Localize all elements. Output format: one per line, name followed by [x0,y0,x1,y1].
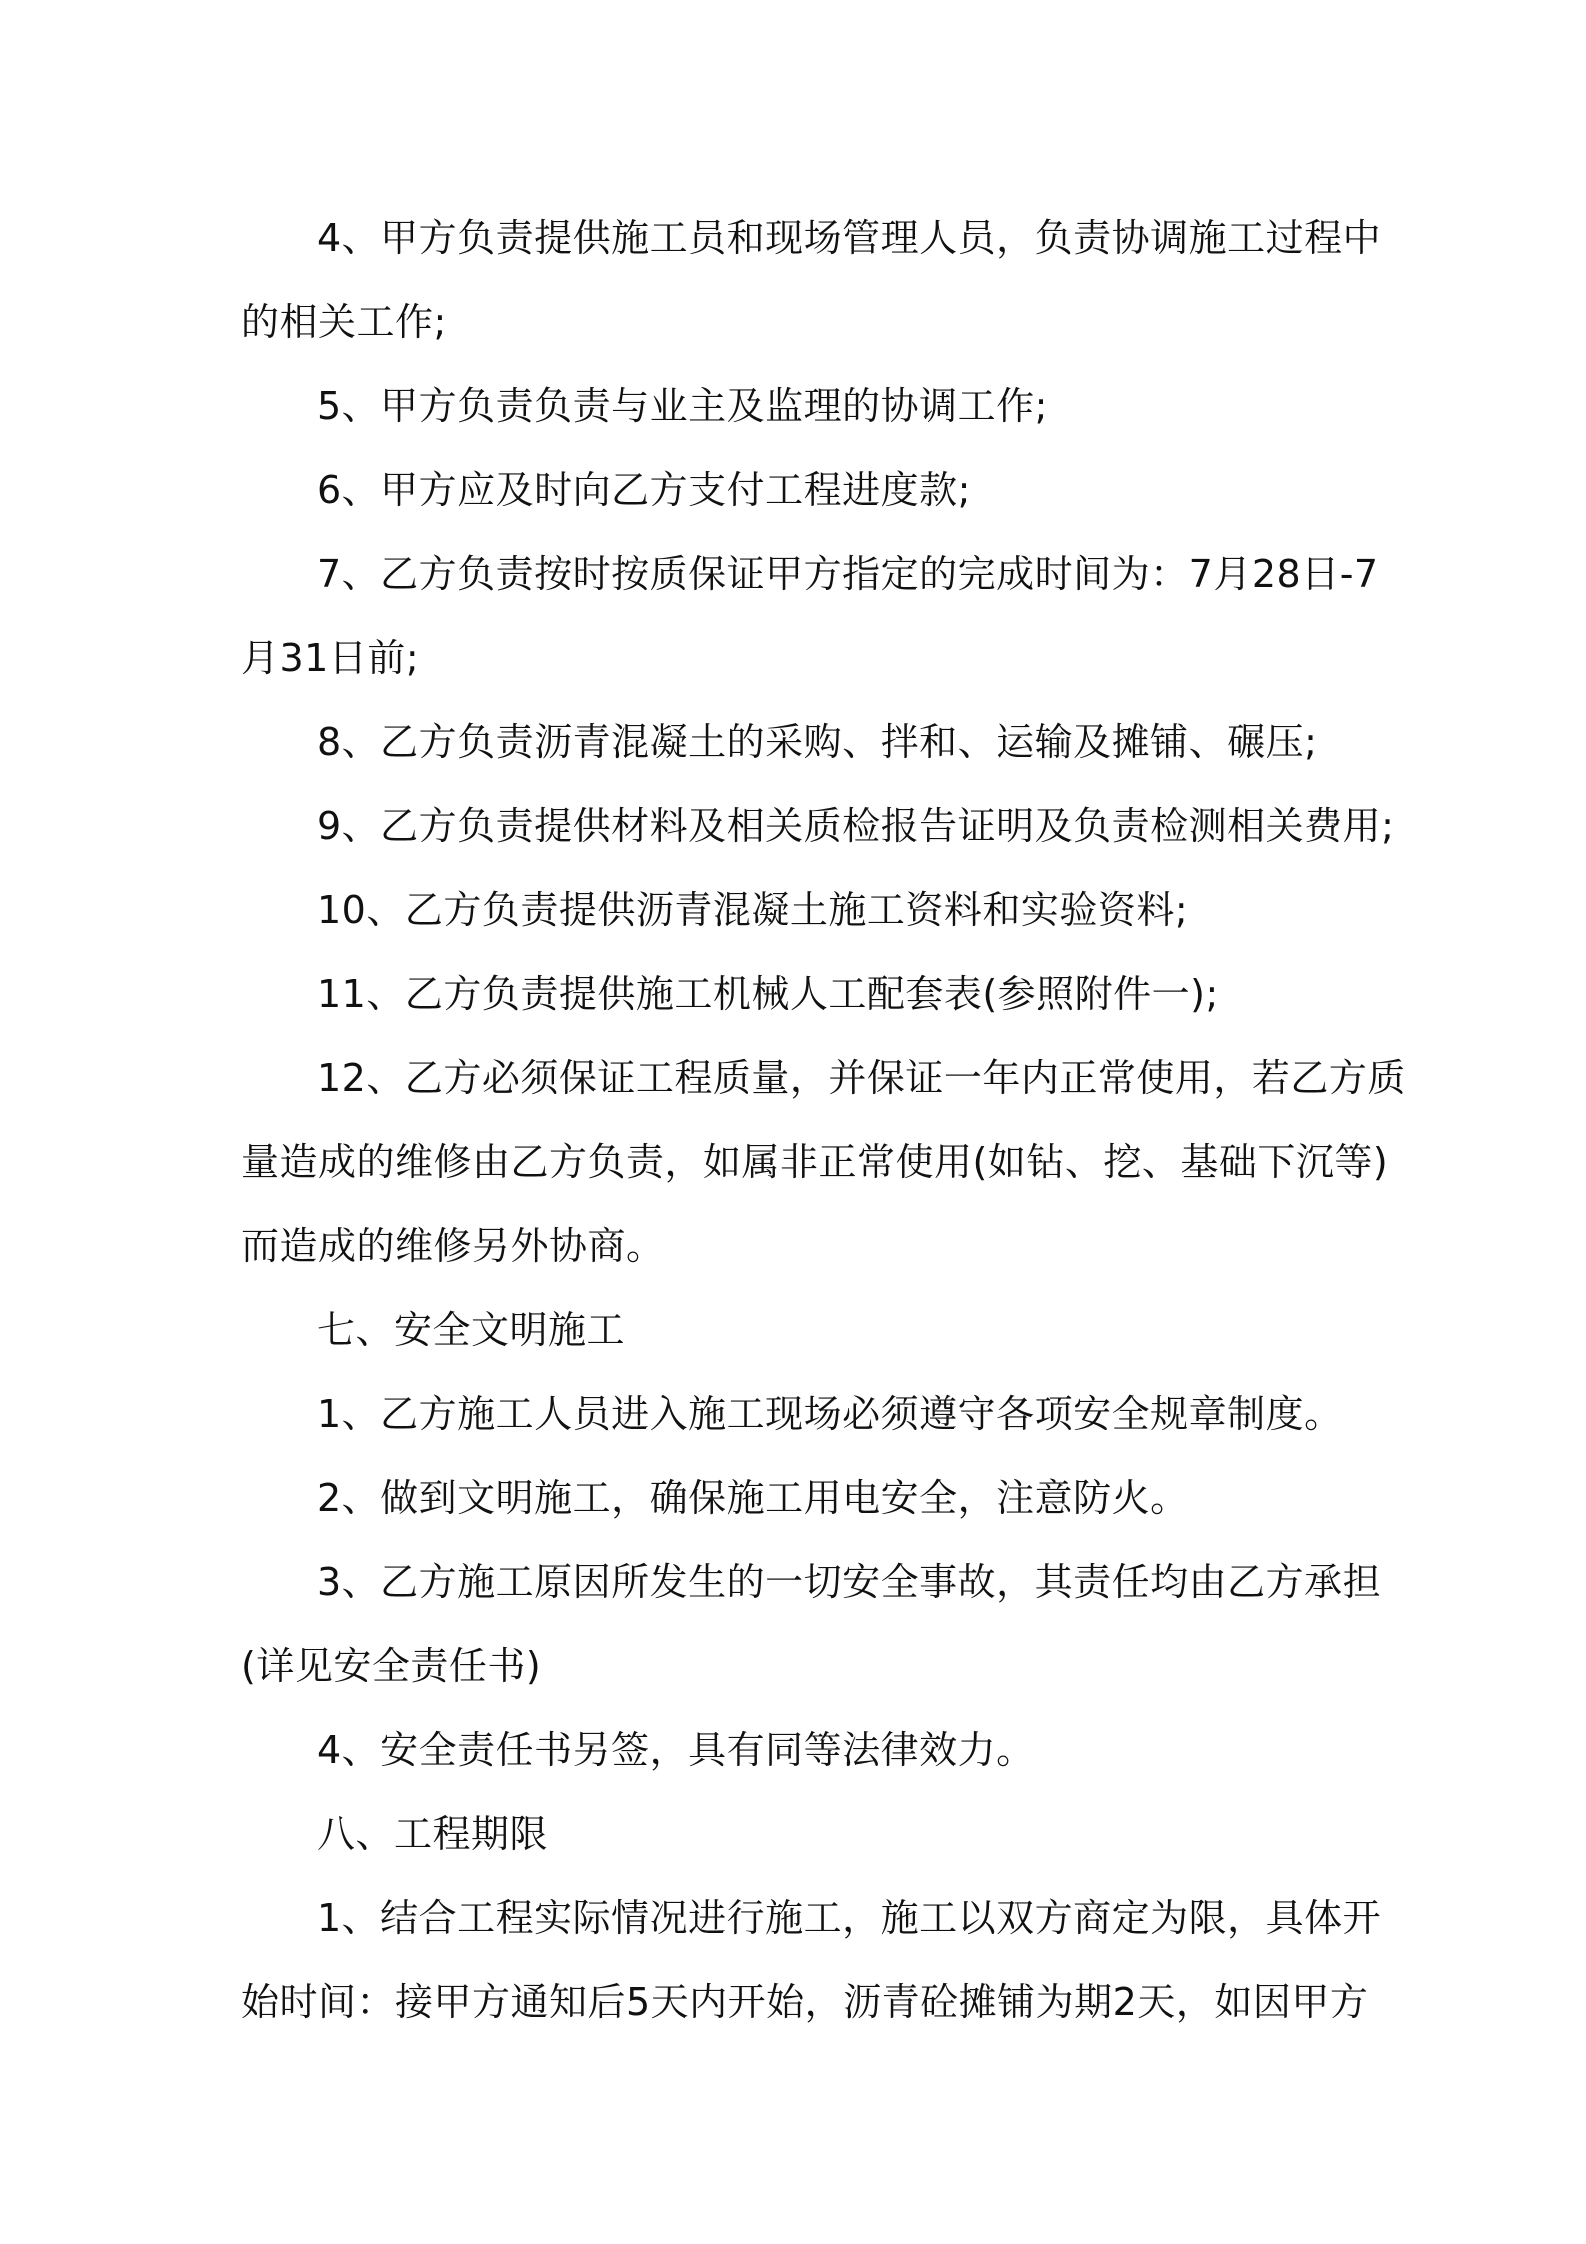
text-line: 3、乙方施工原因所发生的一切安全事故，其责任均由乙方承担 [317,1560,1382,1604]
document-body [241,196,1406,2044]
text-line: 4、安全责任书另签，具有同等法律效力。 [317,1728,1035,1772]
text-line: 1、乙方施工人员进入施工现场必须遵守各项安全规章制度。 [317,1392,1343,1436]
text-line: 7、乙方负责按时按质保证甲方指定的完成时间为：7月28日-7 [317,552,1379,596]
text-line: 11、乙方负责提供施工机械人工配套表(参照附件一); [317,972,1219,1016]
text-line: 8、乙方负责沥青混凝土的采购、拌和、运输及摊铺、碾压; [317,720,1318,764]
text-line: 始时间：接甲方通知后5天内开始，沥青砼摊铺为期2天，如因甲方 [241,1980,1369,2024]
text-line: 4、甲方负责提供施工员和现场管理人员，负责协调施工过程中 [317,216,1382,260]
text-line: 月31日前; [241,636,420,680]
section-heading: 八、工程期限 [317,1812,549,1856]
text-line: 2、做到文明施工，确保施工用电安全，注意防火。 [317,1476,1189,1520]
text-line: 1、结合工程实际情况进行施工，施工以双方商定为限，具体开 [317,1896,1382,1940]
text-line: (详见安全责任书) [241,1644,542,1688]
text-line: 9、乙方负责提供材料及相关质检报告证明及负责检测相关费用; [317,804,1395,848]
text-line: 12、乙方必须保证工程质量，并保证一年内正常使用，若乙方质 [317,1056,1406,1100]
text-line: 10、乙方负责提供沥青混凝土施工资料和实验资料; [317,888,1189,932]
text-line: 5、甲方负责负责与业主及监理的协调工作; [317,384,1048,428]
text-line: 而造成的维修另外协商。 [241,1224,665,1268]
text-line: 量造成的维修由乙方负责，如属非正常使用(如钻、挖、基础下沉等) [241,1140,1389,1184]
section-heading: 七、安全文明施工 [317,1308,626,1352]
text-line: 6、甲方应及时向乙方支付工程进度款; [317,468,971,512]
text-line: 的相关工作; [241,300,447,344]
